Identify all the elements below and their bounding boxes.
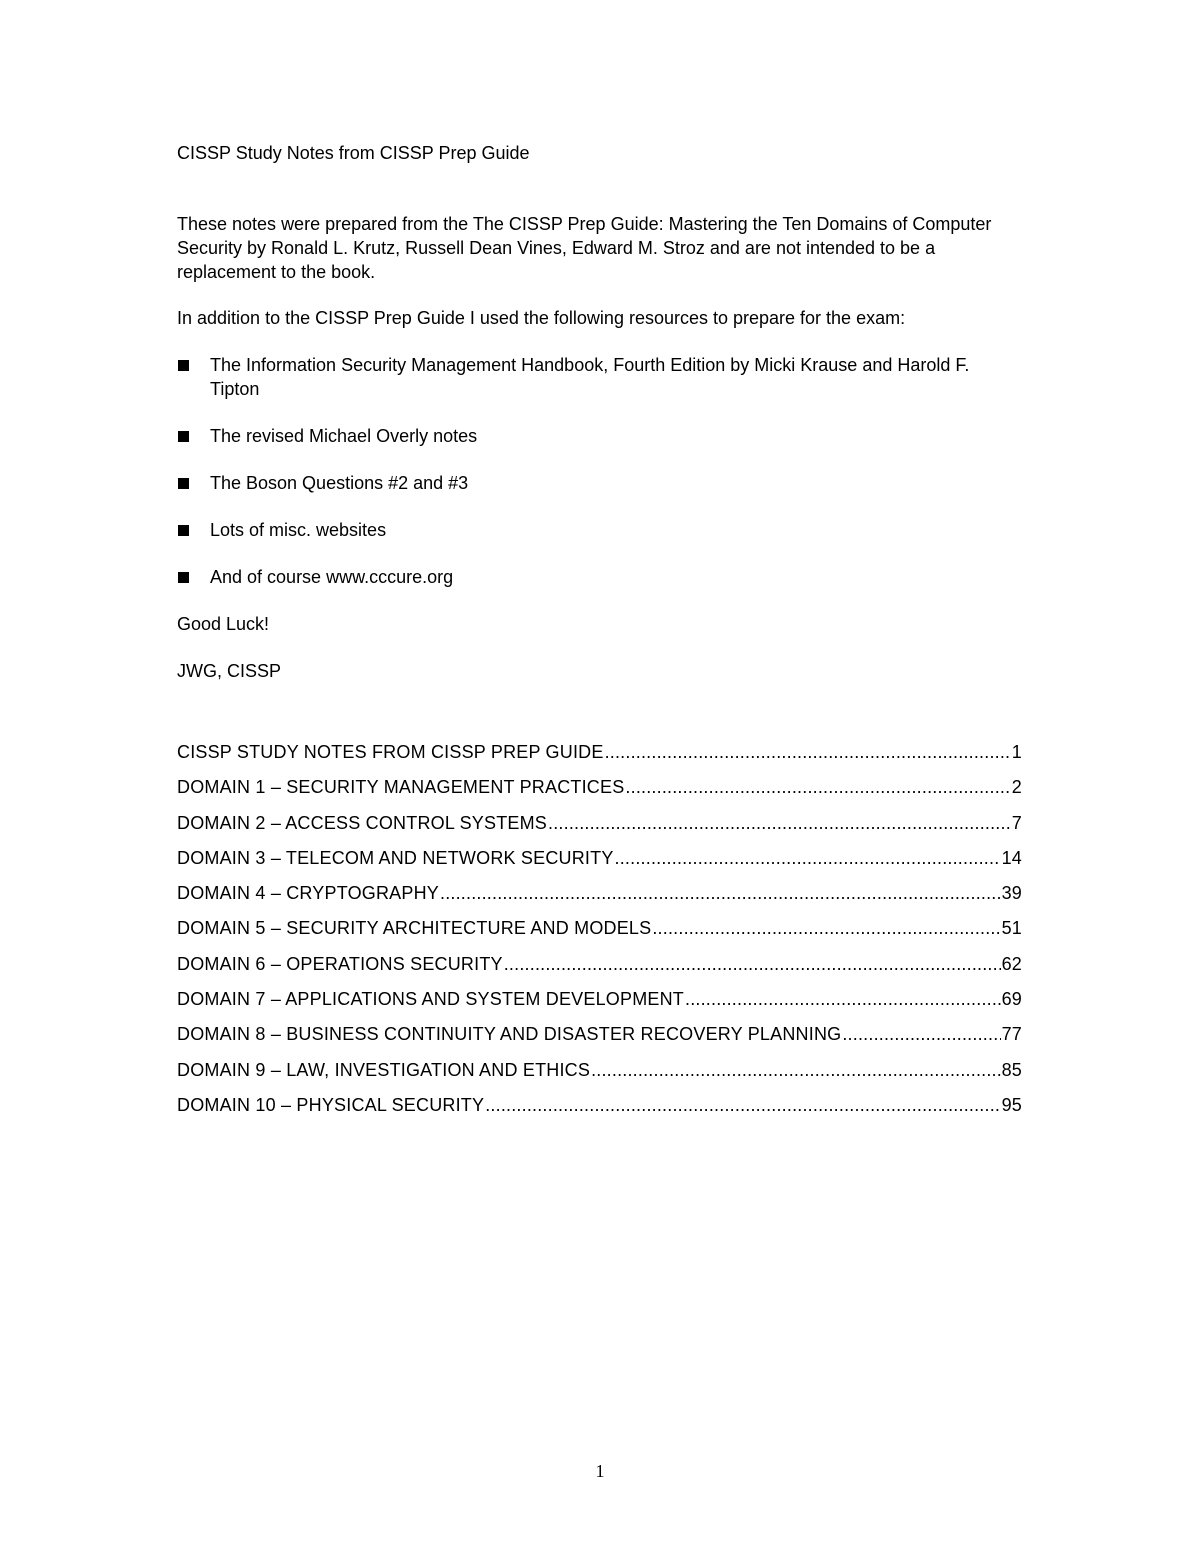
resource-item (177, 518, 1017, 542)
table-of-contents (177, 740, 1022, 1128)
resource-item-text: And of course www.cccure.org (210, 567, 454, 587)
resource-item (177, 424, 1017, 448)
toc-entry-title: DOMAIN 2 – ACCESS CONTROL SYSTEMS (177, 812, 548, 833)
document-title: CISSP Study Notes from CISSP Prep Guide (177, 143, 530, 163)
toc-entry-title: DOMAIN 9 – LAW, INVESTIGATION AND ETHICS (177, 1059, 591, 1080)
toc-entry[interactable] (177, 1093, 1022, 1128)
toc-entry-page: 77 (1001, 1024, 1022, 1045)
toc-entry-page: 51 (1001, 918, 1022, 939)
toc-dot-leader (685, 987, 1001, 1011)
toc-entry-page: 14 (1001, 847, 1022, 868)
square-bullet-icon (178, 525, 189, 536)
square-bullet-icon (178, 360, 189, 371)
toc-entry-title: DOMAIN 5 – SECURITY ARCHITECTURE AND MODELS (177, 918, 652, 939)
toc-dot-leader (591, 1058, 1001, 1082)
toc-entry[interactable] (177, 987, 1022, 1022)
square-bullet-icon (178, 572, 189, 583)
toc-dot-leader (625, 775, 1010, 799)
toc-entry[interactable] (177, 952, 1022, 987)
resource-item (177, 471, 1017, 495)
intro-paragraph: These notes were prepared from the The CISSP Prep Guide: Mastering the Ten Domains of Computer Security by Ronald L. Krutz, Russell Dean Vines, Edward M. Stroz and are not intended to be a replacement to the book. (177, 214, 992, 282)
toc-dot-leader (548, 811, 1011, 835)
toc-entry-title: DOMAIN 7 – APPLICATIONS AND SYSTEM DEVELOPMENT (177, 989, 684, 1010)
resources-intro: In addition to the CISSP Prep Guide I used the following resources to prepare for the exam: (177, 308, 906, 328)
toc-dot-leader (605, 740, 1011, 764)
toc-entry[interactable] (177, 916, 1022, 951)
page-number: 1 (595, 1461, 605, 1481)
resource-item-text: The revised Michael Overly notes (210, 426, 478, 446)
toc-entry-page: 1 (1011, 742, 1022, 762)
toc-entry-title: CISSP STUDY NOTES FROM CISSP PREP GUIDE (177, 742, 604, 762)
toc-entry-title: DOMAIN 10 – PHYSICAL SECURITY (177, 1094, 485, 1115)
toc-entry-title: DOMAIN 6 – OPERATIONS SECURITY (177, 953, 503, 974)
toc-entry-page: 2 (1011, 777, 1022, 798)
resource-item-text: The Information Security Management Handbook, Fourth Edition by Micki Krause and Harold F. Tipton (210, 355, 970, 399)
toc-entry[interactable] (177, 811, 1022, 846)
toc-entry-page: 39 (1001, 883, 1022, 904)
toc-entry-page: 7 (1011, 812, 1022, 833)
toc-dot-leader (504, 952, 1001, 976)
resource-item (177, 353, 1017, 401)
toc-entry-title: DOMAIN 4 – CRYPTOGRAPHY (177, 883, 439, 904)
toc-entry-page: 69 (1001, 989, 1022, 1010)
toc-entry-title: DOMAIN 1 – SECURITY MANAGEMENT PRACTICES (177, 777, 625, 798)
toc-entry[interactable] (177, 881, 1022, 916)
toc-entry[interactable] (177, 846, 1022, 881)
resource-item (177, 565, 1017, 589)
square-bullet-icon (178, 431, 189, 442)
toc-entry[interactable] (177, 1058, 1022, 1093)
toc-entry-title: DOMAIN 3 – TELECOM AND NETWORK SECURITY (177, 847, 614, 868)
toc-dot-leader (615, 846, 1001, 870)
toc-dot-leader (485, 1093, 1000, 1117)
toc-entry[interactable] (177, 775, 1022, 810)
toc-entry-page: 85 (1001, 1059, 1022, 1080)
toc-dot-leader (652, 916, 1000, 940)
toc-entry[interactable] (177, 1022, 1022, 1057)
toc-entry-page: 62 (1001, 953, 1022, 974)
closing-text: Good Luck! (177, 614, 270, 634)
toc-entry-page: 95 (1001, 1094, 1022, 1115)
toc-dot-leader (842, 1022, 1000, 1046)
square-bullet-icon (178, 478, 189, 489)
resource-item-text: The Boson Questions #2 and #3 (210, 473, 469, 493)
toc-dot-leader (440, 881, 1001, 905)
toc-entry[interactable] (177, 740, 1022, 775)
signature: JWG, CISSP (177, 661, 282, 681)
toc-entry-title: DOMAIN 8 – BUSINESS CONTINUITY AND DISASTER RECOVERY PLANNING (177, 1024, 842, 1045)
resource-item-text: Lots of misc. websites (210, 520, 387, 540)
